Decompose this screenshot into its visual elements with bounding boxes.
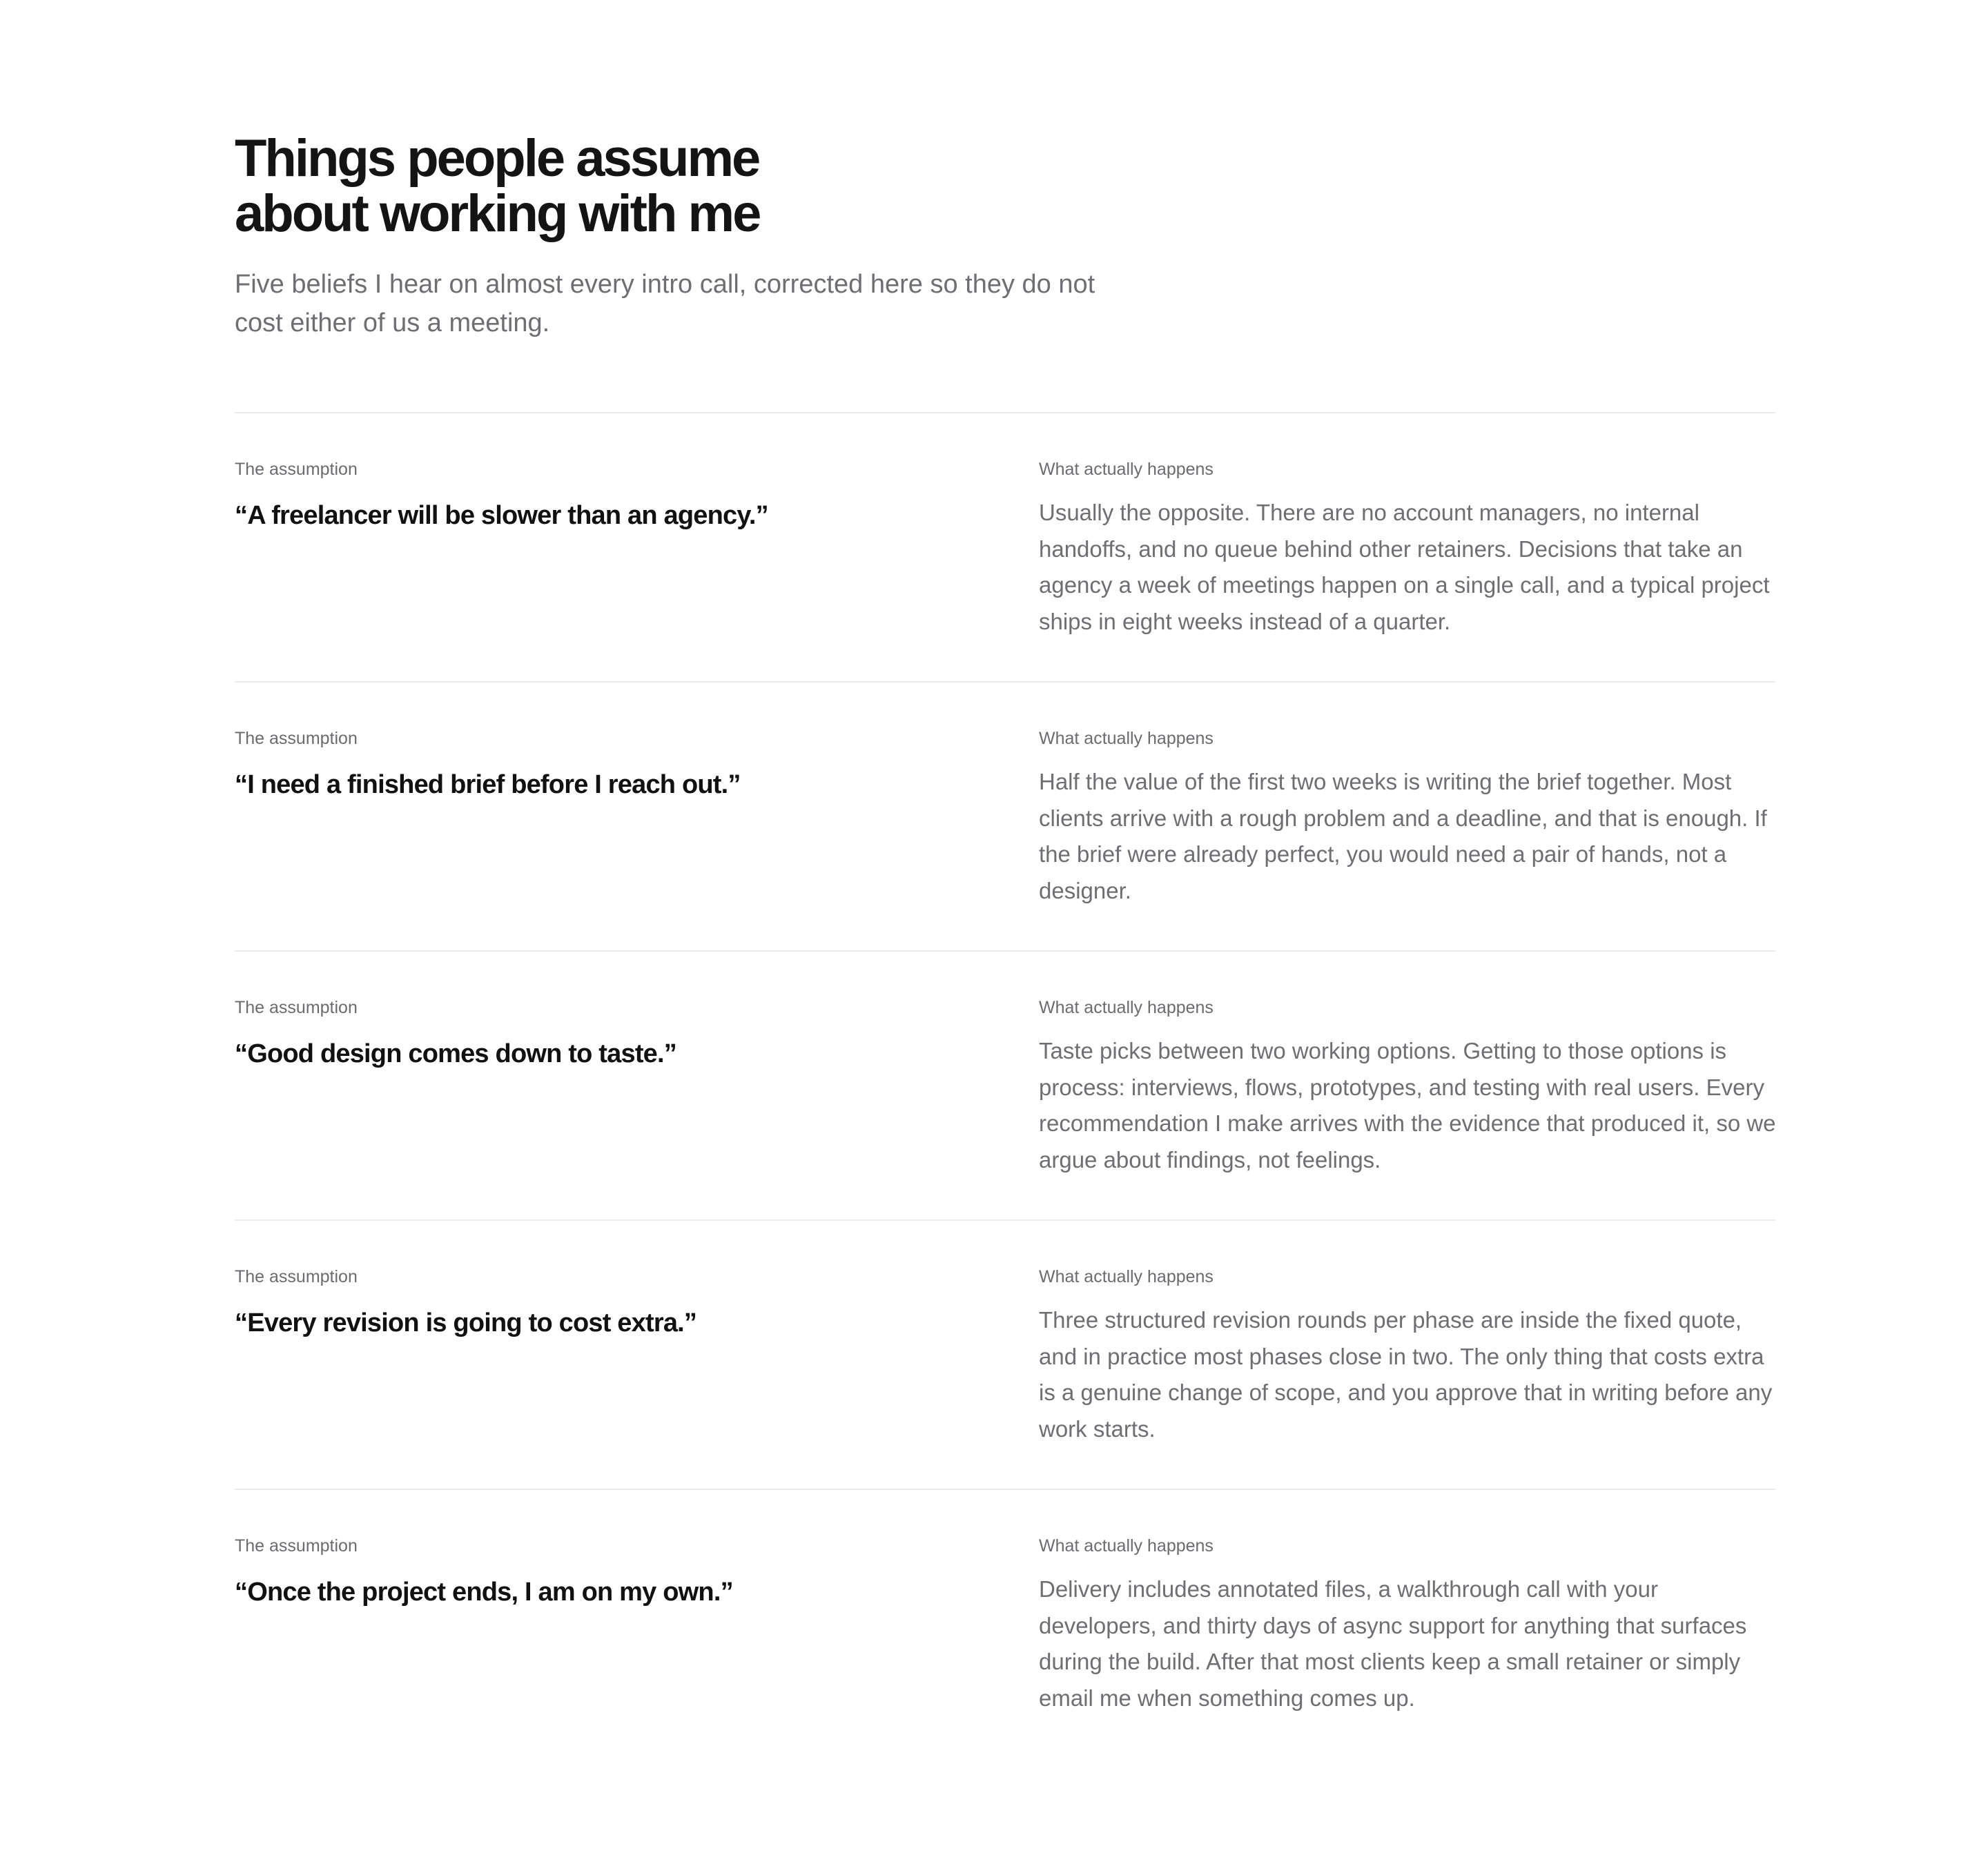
assumption-label: The assumption xyxy=(235,729,358,748)
reality-column xyxy=(1039,1536,1777,1716)
reality-text: Three structured revision rounds per phase are inside the fixed quote, and in practice most phases close in two. The only thing that costs extra is a genuine change of scope, and you approve that in writing before any work starts. xyxy=(1039,1307,1773,1442)
assumption-quote: “Every revision is going to cost extra.” xyxy=(235,1308,697,1337)
assumption-label: The assumption xyxy=(235,998,358,1017)
assumption-quote: “A freelancer will be slower than an agency.” xyxy=(235,501,768,530)
assumption-column xyxy=(235,728,980,801)
assumption-row xyxy=(235,1489,1775,1758)
assumption-quote: “I need a finished brief before I reach out.” xyxy=(235,770,741,799)
assumptions-list xyxy=(235,412,1775,1758)
assumption-column xyxy=(235,1266,980,1340)
reality-column xyxy=(1039,1266,1777,1447)
reality-column xyxy=(1039,728,1777,909)
assumption-column xyxy=(235,1536,980,1609)
assumption-quote: “Good design comes down to taste.” xyxy=(235,1039,676,1068)
reality-column xyxy=(1039,459,1777,640)
assumption-label: The assumption xyxy=(235,460,358,479)
reality-label: What actually happens xyxy=(1039,998,1214,1017)
reality-text: Taste picks between two working options. Getting to those options is process: interviews, flows, prototypes, and testing with real users. Every recommendation I make arrives with the evidence that produced it, so we argue about findings, not feelings. xyxy=(1039,1038,1776,1173)
reality-column xyxy=(1039,997,1777,1178)
page-title-line-1: Things people assume xyxy=(235,129,759,188)
assumption-column xyxy=(235,459,980,532)
page-title-line-2: about working with me xyxy=(235,184,760,243)
page-subtitle: Five beliefs I hear on almost every intro call, corrected here so they do not cost either of us a meeting. xyxy=(235,270,1095,337)
assumption-label: The assumption xyxy=(235,1267,358,1286)
assumption-row xyxy=(235,412,1775,681)
intro-section xyxy=(235,131,1201,342)
reality-text: Half the value of the first two weeks is writing the brief together. Most clients arrive with a rough problem and a deadline, and that is enough. If the brief were already perfect, you would need a pair of hands, not a designer. xyxy=(1039,769,1767,903)
assumption-row xyxy=(235,950,1775,1219)
assumption-quote: “Once the project ends, I am on my own.” xyxy=(235,1578,733,1607)
reality-text: Delivery includes annotated files, a walkthrough call with your developers, and thirty days of async support for anything that surfaces during the build. After that most clients keep a small retainer or simply email me when something comes up. xyxy=(1039,1576,1747,1711)
reality-label: What actually happens xyxy=(1039,729,1214,748)
reality-label: What actually happens xyxy=(1039,1267,1214,1286)
assumption-row xyxy=(235,681,1775,950)
assumption-column xyxy=(235,997,980,1070)
page-title xyxy=(235,131,1201,242)
reality-label: What actually happens xyxy=(1039,1536,1214,1556)
reality-label: What actually happens xyxy=(1039,460,1214,479)
assumption-row xyxy=(235,1219,1775,1489)
reality-text: Usually the opposite. There are no account managers, no internal handoffs, and no queue behind other retainers. Decisions that take an agency a week of meetings happen on a single call, and a typical project ships in eight weeks instead of a quarter. xyxy=(1039,500,1770,634)
assumption-label: The assumption xyxy=(235,1536,358,1556)
